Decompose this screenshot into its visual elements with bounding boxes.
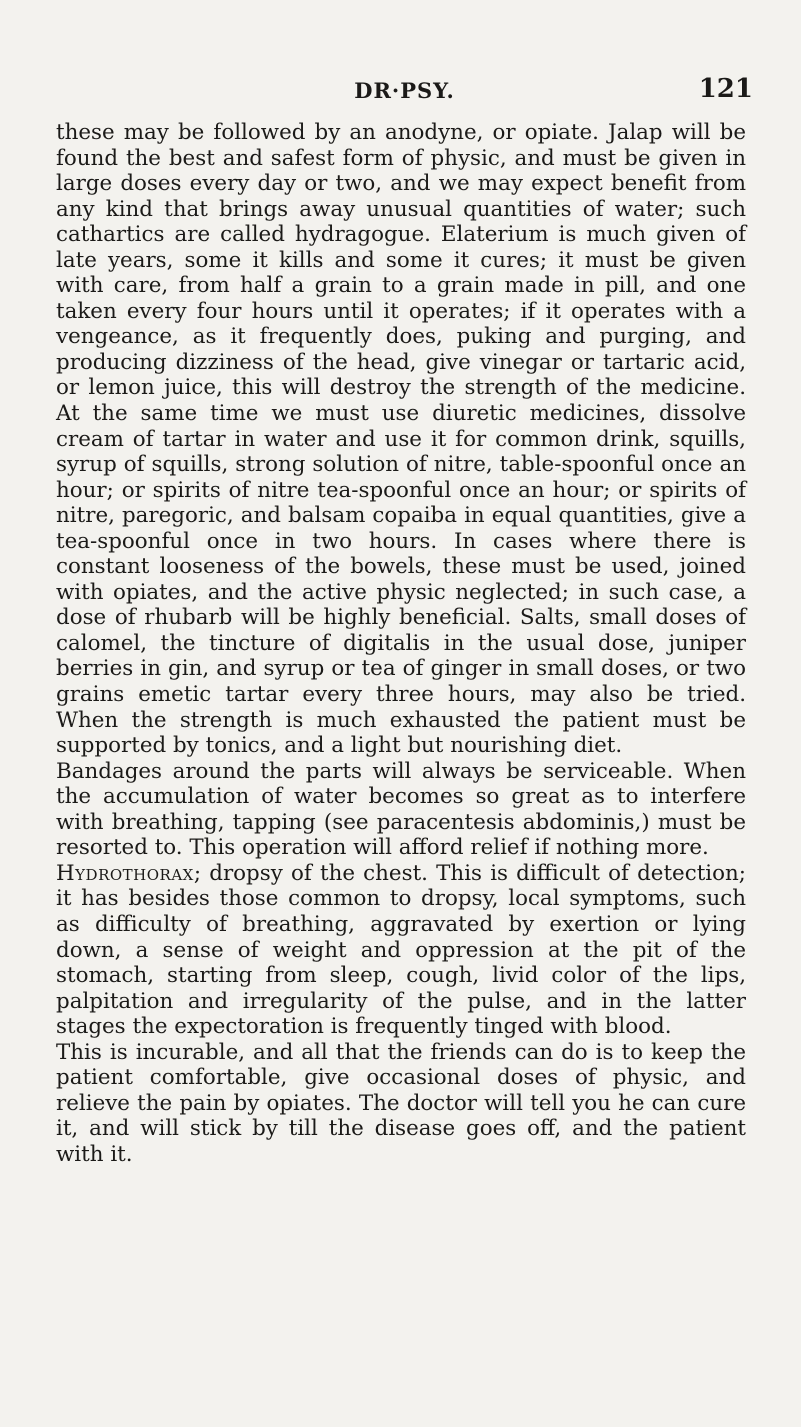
page-header	[56, 74, 753, 112]
section-term: Hydrothorax	[56, 860, 194, 886]
paragraph-text: ; dropsy of the chest. This is difficult of detection; it has besides those common to dropsy, local symptoms, such as difficulty of breathing, aggravated by exertion or lying down, a sense of weight and oppression at the pit of the stomach, starting from sleep, cough, livid color of the lips, palpitation and irregularity of the pulse, and in the latter stages the expectoration is frequently tinged with blood.	[56, 860, 746, 1040]
paragraph-hydrothorax	[56, 861, 746, 1040]
paragraph: This is incurable, and all that the friends can do is to keep the patient comfortable, give occasional doses of physic, and relieve the pain by opiates. The doctor will tell you he can cure it, and will stick by till the disease goes off, and the patient with it.	[56, 1039, 746, 1167]
page-number: 121	[698, 74, 753, 104]
paragraph: these may be followed by an anodyne, or opiate. Jalap will be found the best and safest form of physic, and must be given in large doses every day or two, and we may expect benefit from any kind that brings away unusual quantities of water; such cathartics are called hydragogue. Elaterium is much given of late years, some it kills and some it cures; it must be given with care, from half a grain to a grain made in pill, and one taken every four hours until it operates; if it operates with a vengeance, as it frequently does, puking and purging, and producing dizziness of the head, give vinegar or tartaric acid, or lemon juice, this will destroy the strength of the medicine. At the same time we must use diuretic medicines, dissolve cream of tartar in water and use it for common drink, squills, syrup of squills, strong solution of nitre, table-spoonful once an hour; or spirits of nitre tea-spoonful once an hour; or spirits of nitre, paregoric, and balsam copaiba in equal quantities, give a tea-spoonful once in two hours. In cases where there is constant looseness of the bowels, these must be used, joined with opiates, and the active physic neglected; in such case, a dose of rhubarb will be highly beneficial. Salts, small doses of calomel, the tincture of digitalis in the usual dose, juniper berries in gin, and syrup or tea of ginger in small doses, or two grains emetic tartar every three hours, may also be tried. When the strength is much exhausted the patient must be supported by tonics, and a light but nourishing diet.	[56, 120, 746, 759]
paragraph: Bandages around the parts will always be serviceable. When the accumulation of water becomes so great as to interfere with breathing, tapping (see paracentesis abdominis,) must be resorted to. This operation will afford relief if nothing more.	[56, 758, 746, 861]
body-text	[56, 120, 746, 1167]
running-head: DR·PSY.	[354, 78, 455, 103]
